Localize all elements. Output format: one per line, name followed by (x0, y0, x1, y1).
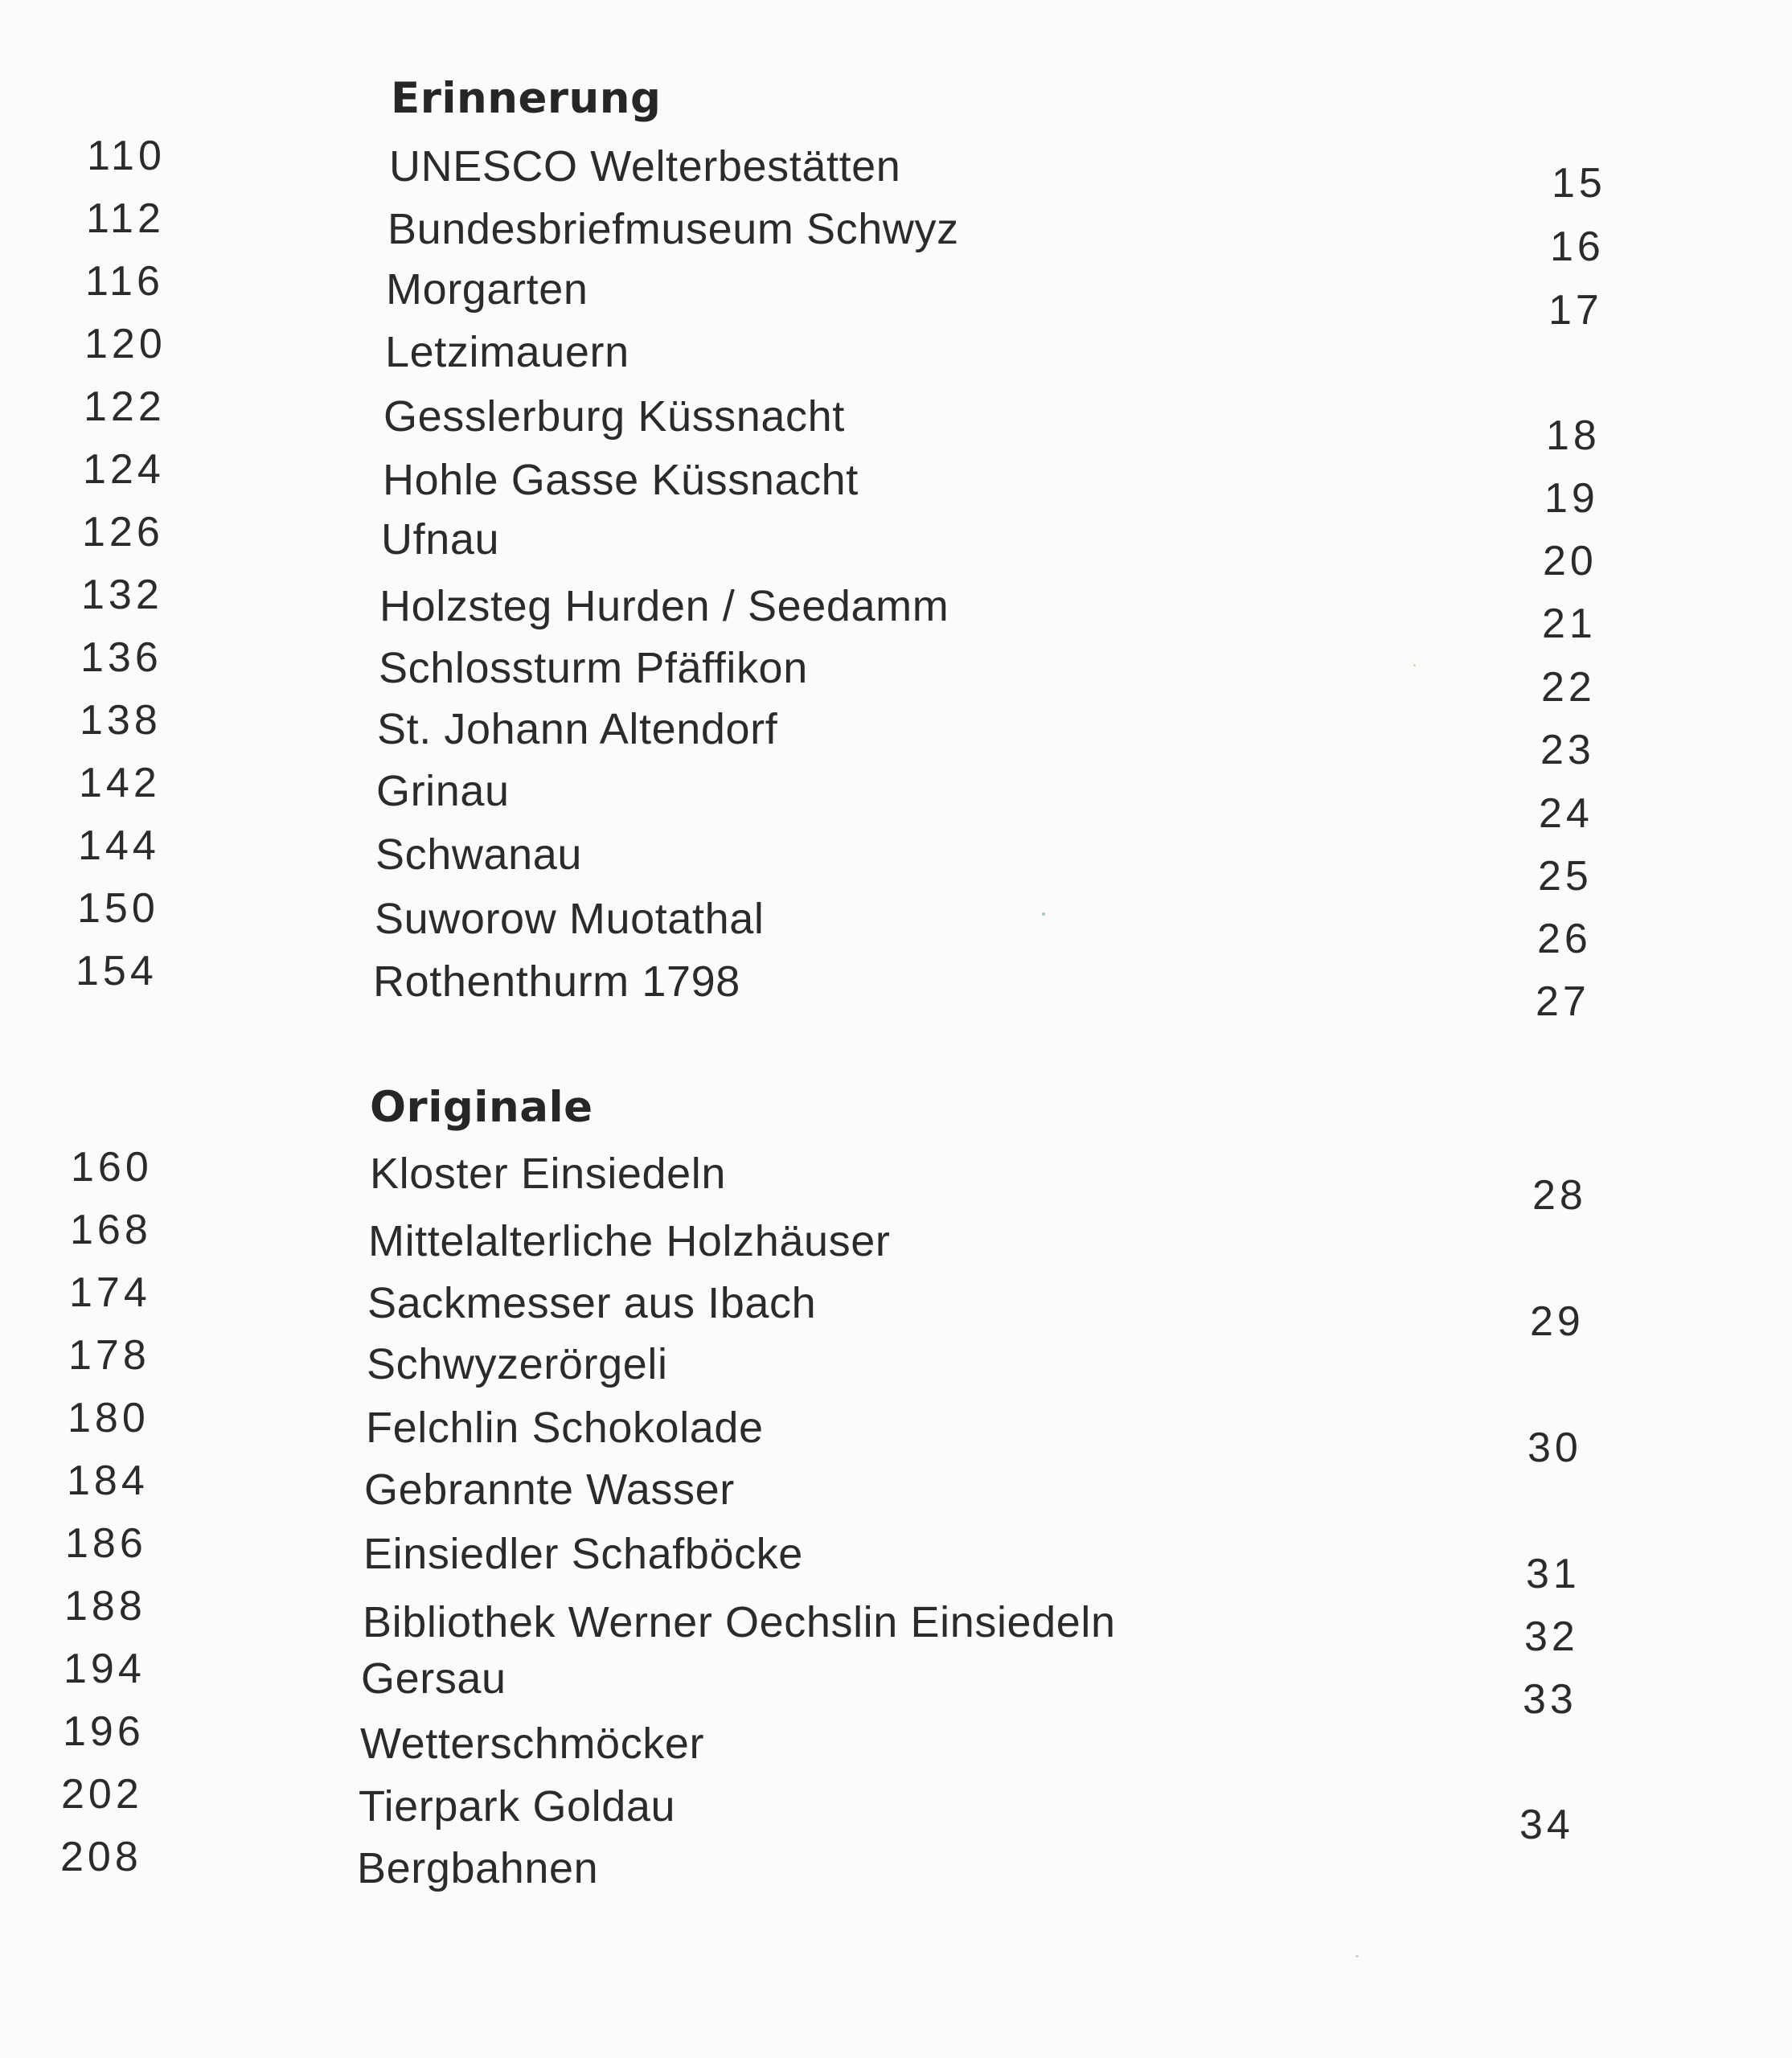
page-number: 174 (69, 1269, 151, 1316)
right-number: 19 (1544, 475, 1599, 522)
page-number: 144 (78, 822, 160, 869)
page-number: 110 (87, 133, 166, 179)
entry-title: Holzsteg Hurden / Seedamm (379, 582, 949, 630)
entry-title: Ufnau (381, 515, 500, 564)
entry-title: Letzimauern (385, 328, 629, 376)
right-number: 34 (1519, 1802, 1574, 1848)
page-number: 168 (70, 1207, 152, 1253)
entry-title: Bibliothek Werner Oechslin Einsiedeln (363, 1598, 1116, 1646)
right-number: 33 (1523, 1676, 1577, 1723)
entry-title: Bergbahnen (357, 1844, 599, 1892)
page-number: 180 (68, 1395, 150, 1441)
right-number: 26 (1537, 916, 1592, 962)
page-number: 178 (68, 1332, 150, 1379)
page-number: 208 (60, 1834, 142, 1880)
page-number: 124 (83, 446, 165, 493)
entry-title: Wetterschmöcker (360, 1720, 705, 1768)
right-number: 23 (1540, 727, 1595, 773)
entry-title: Schlossturm Pfäffikon (379, 644, 808, 692)
paper-speck (1413, 664, 1416, 666)
entry-title: Bundesbriefmuseum Schwyz (388, 205, 959, 253)
entry-title: St. Johann Altendorf (377, 705, 778, 753)
entry-title: UNESCO Welterbestätten (389, 142, 901, 191)
entry-title: Gersau (361, 1654, 506, 1703)
right-number: 30 (1528, 1425, 1582, 1471)
entry-title: Sackmesser aus Ibach (367, 1279, 817, 1327)
page-number: 188 (64, 1583, 146, 1630)
right-number: 31 (1526, 1551, 1581, 1597)
entry-title: Gebrannte Wasser (364, 1466, 735, 1514)
right-number: 28 (1532, 1172, 1587, 1219)
right-number: 15 (1552, 160, 1606, 207)
page-number: 120 (84, 321, 166, 367)
page-number: 160 (71, 1144, 153, 1191)
entry-title: Rothenthurm 1798 (373, 957, 740, 1006)
page-number: 186 (65, 1520, 147, 1567)
entry-title: Hohle Gasse Küssnacht (383, 456, 859, 504)
page-number: 132 (81, 572, 163, 618)
paper-speck (1355, 1955, 1359, 1958)
entry-title: Felchlin Schokolade (366, 1404, 764, 1452)
page-number: 154 (76, 948, 158, 994)
right-number: 24 (1539, 790, 1593, 837)
entry-title: Einsiedler Schafböcke (363, 1530, 803, 1578)
entry-title: Morgarten (386, 265, 588, 314)
paper-speck (1042, 912, 1045, 916)
right-number: 32 (1524, 1613, 1579, 1660)
right-number: 20 (1543, 538, 1597, 584)
page-number: 194 (64, 1646, 146, 1692)
entry-title: Tierpark Goldau (359, 1782, 676, 1830)
section-heading-originale: Originale (370, 1083, 593, 1132)
page-number: 138 (80, 697, 162, 744)
right-number: 22 (1541, 664, 1596, 711)
right-number: 16 (1550, 223, 1605, 270)
entry-title: Schwanau (375, 830, 582, 879)
page-number: 142 (79, 760, 161, 806)
right-number: 27 (1536, 978, 1590, 1025)
page-number: 196 (63, 1708, 145, 1755)
entry-title: Schwyzerörgeli (367, 1340, 668, 1388)
page-number: 150 (77, 885, 159, 932)
page-number: 202 (61, 1771, 143, 1818)
entry-title: Gesslerburg Küssnacht (383, 392, 845, 441)
page-number: 136 (80, 634, 162, 681)
right-number: 29 (1530, 1298, 1585, 1345)
page-number: 122 (84, 383, 166, 430)
entry-title: Kloster Einsiedeln (370, 1150, 727, 1198)
page-number: 184 (67, 1457, 149, 1504)
right-number: 25 (1538, 853, 1593, 900)
entry-title: Suworow Muotathal (375, 895, 765, 943)
page-number: 116 (85, 258, 164, 305)
page-number: 126 (82, 509, 164, 555)
right-number: 18 (1546, 412, 1601, 459)
right-number: 17 (1548, 287, 1603, 334)
page-number: 112 (86, 195, 165, 242)
section-heading-erinnerung: Erinnerung (391, 74, 662, 123)
entry-title: Grinau (376, 767, 510, 815)
right-number: 21 (1542, 601, 1597, 647)
entry-title: Mittelalterliche Holzhäuser (368, 1217, 891, 1265)
